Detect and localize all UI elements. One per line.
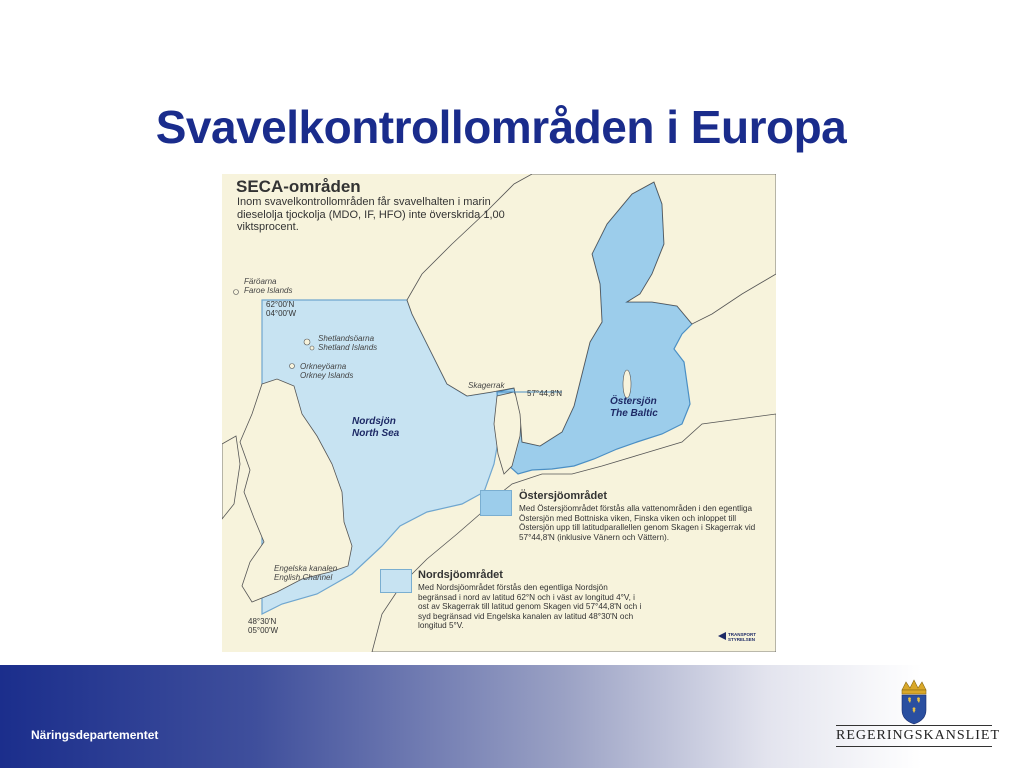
label-faroe: Färöarna Faroe Islands (244, 277, 293, 295)
label-north-sea: Nordsjön North Sea (352, 416, 400, 439)
gotland (623, 370, 631, 398)
agency-label: TRANSPORT STYRELSEN (728, 632, 756, 642)
logo-rule-top (836, 725, 992, 726)
label-channel: Engelska kanalen English Channel (274, 564, 338, 582)
faroe-islands (234, 290, 239, 295)
orkney-islands (290, 364, 295, 369)
label-coord-south: 48°30'N 05°00'W (248, 617, 279, 635)
legend-text-north-sea: Med Nordsjöområdet förstås den egentliga Nordsjön begränsad i nord av latitud 62°N och i väst av longitud 4°V, i ost av Skagerrak till latitud genom Skagen vid 57°44,8'N och i syd begränsad vid Engelska kanalen av latitud 48°30'N och longitud 5°V. (418, 583, 642, 631)
label-coord-north: 62°00'N 04°00'W (266, 300, 297, 318)
legend-text-baltic: Med Östersjöområdet förstås alla vattenområden i den egentliga Östersjön med Bottniska viken, Finska viken och inloppet till Östersjön upp till latitudparallellen genom Skagen i Skagerrak vid 57°44,8'N (inklusive Vänern och Vättern). (519, 504, 756, 542)
legend-title-baltic: Östersjöområdet (519, 490, 608, 502)
logo-rule-bottom (836, 746, 992, 747)
map-description: Inom svavelkontrollområden får svavelhalten i marin dieselolja tjockolja (MDO, IF, HFO) inte överskrida 1,00 viktsprocent. (237, 196, 505, 233)
label-baltic: Östersjön The Baltic (610, 396, 658, 419)
regeringskansliet-logo (836, 676, 1000, 750)
legend-title-north-sea: Nordsjöområdet (418, 569, 503, 581)
shetland-islet (310, 346, 314, 350)
label-orkney: Orkneyöarna Orkney Islands (300, 362, 354, 380)
legend-swatch-north-sea (380, 569, 412, 593)
map-heading: SECA-områden (236, 177, 361, 196)
shetland-islands (304, 339, 310, 345)
label-coord-skagen: 57°44,8'N (527, 389, 562, 398)
seca-map (222, 174, 776, 652)
label-skagerrak: Skagerrak (468, 381, 505, 390)
footer-department: Näringsdepartementet (31, 728, 159, 742)
slide-title: Svavelkontrollområden i Europa (155, 101, 847, 153)
ireland (222, 436, 240, 519)
label-shetland: Shetlandsöarna Shetland Islands (318, 334, 378, 352)
logo-text: REGERINGSKANSLIET (836, 728, 1000, 743)
crown-shield-icon (836, 676, 992, 726)
legend-swatch-baltic (480, 490, 512, 516)
